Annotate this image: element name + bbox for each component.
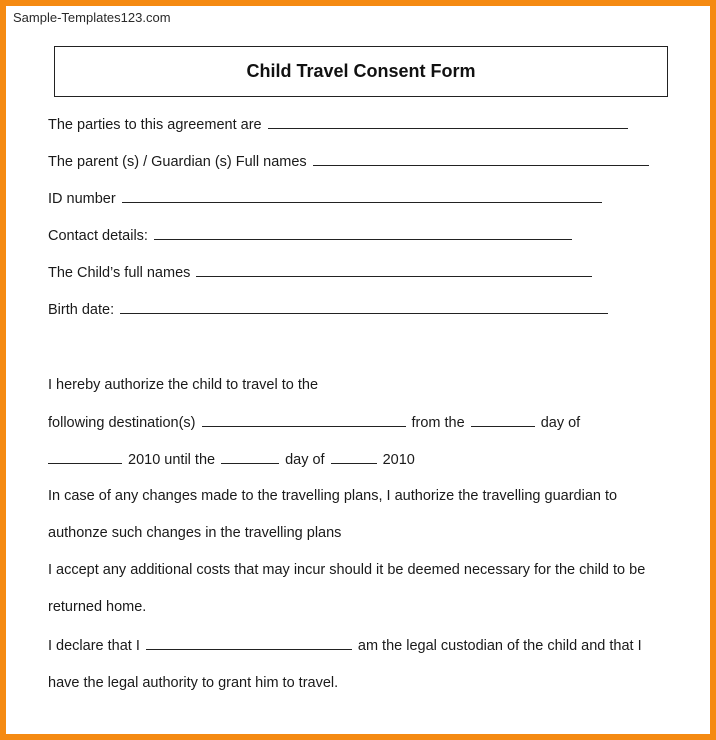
costs-line-2 [48, 599, 146, 615]
field-parties [48, 116, 628, 133]
field-label: The parties to this agreement are [48, 117, 262, 133]
declare-line [48, 637, 642, 654]
field-id-number [48, 190, 602, 207]
costs-text: I accept any additional costs that may incur should it be deemed necessary for the child to be [48, 562, 646, 578]
changes-line-2 [48, 525, 341, 541]
authorize-line [48, 377, 318, 393]
from-the-text: from the [411, 415, 465, 431]
changes-text: In case of any changes made to the travelling plans, I authorize the travelling guardian to [48, 488, 618, 504]
field-label: The Child’s full names [48, 265, 191, 281]
authority-text: have the legal authority to grant him to travel. [48, 675, 339, 691]
field-label: Birth date: [48, 302, 115, 318]
day-of-text: day of [540, 415, 581, 431]
day-of-text: day of [285, 452, 325, 468]
from-month-blank[interactable] [48, 451, 122, 464]
form-title: Child Travel Consent Form [246, 61, 476, 81]
year-text: 2010 [382, 452, 415, 468]
field-label: The parent (s) / Guardian (s) Full names [48, 154, 307, 170]
costs-text: returned home. [48, 599, 147, 615]
field-parents [48, 153, 649, 170]
parties-blank[interactable] [268, 116, 628, 129]
destination-line [48, 414, 580, 431]
until-text: 2010 until the [128, 452, 216, 468]
field-label: ID number [48, 191, 116, 207]
contact-blank[interactable] [154, 227, 572, 240]
until-month-blank[interactable] [331, 451, 377, 464]
declare-text: I declare that I [48, 638, 140, 654]
parents-blank[interactable] [313, 153, 649, 166]
field-child-names [48, 264, 592, 281]
declare-text: am the legal custodian of the child and that I [357, 638, 642, 654]
authorize-text: I hereby authorize the child to travel to the [48, 377, 319, 393]
id-number-blank[interactable] [122, 190, 602, 203]
authority-line [48, 675, 338, 691]
from-day-blank[interactable] [471, 414, 535, 427]
destination-label: following destination(s) [48, 415, 196, 431]
field-label: Contact details: [48, 228, 148, 244]
until-day-blank[interactable] [221, 451, 279, 464]
field-birth-date [48, 301, 608, 318]
dates-line [48, 451, 415, 468]
costs-line-1 [48, 562, 645, 578]
custodian-name-blank[interactable] [146, 637, 352, 650]
birth-date-blank[interactable] [120, 301, 608, 314]
document-page [6, 6, 710, 734]
child-names-blank[interactable] [196, 264, 592, 277]
watermark: Sample-Templates123.com [13, 10, 171, 25]
changes-line-1 [48, 488, 617, 504]
field-contact [48, 227, 572, 244]
destination-blank[interactable] [202, 414, 406, 427]
title-box [54, 46, 668, 97]
changes-text: authonze such changes in the travelling plans [48, 525, 342, 541]
